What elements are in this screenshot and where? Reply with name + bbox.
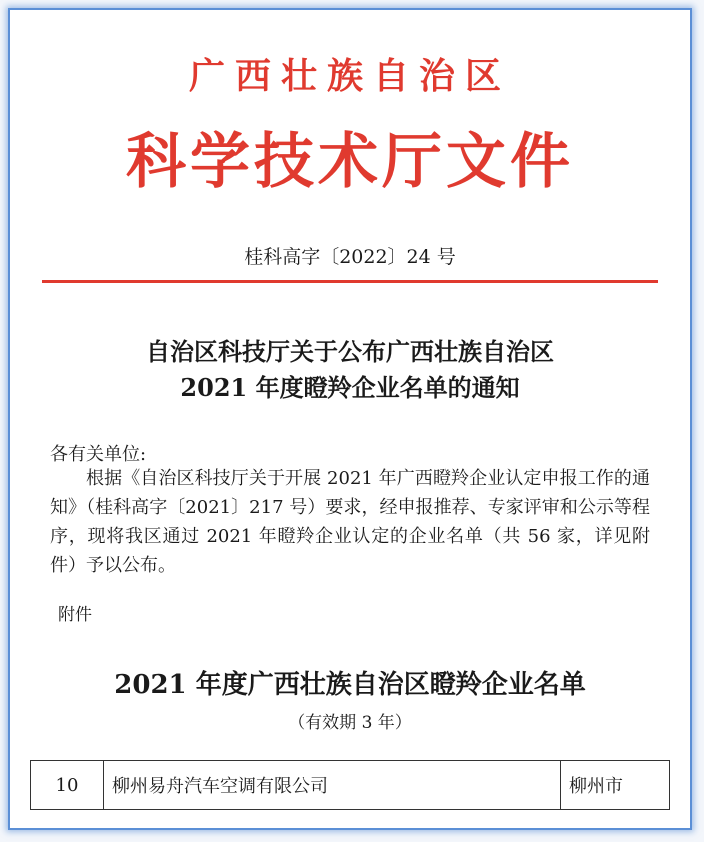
red-divider [42,280,658,283]
attachment-label: 附件 [58,605,92,625]
list-title: 2021 年度广西壮族自治区瞪羚企业名单 [114,670,586,700]
notice-title-line1: 自治区科技厅关于公布广西壮族自治区 [146,337,554,366]
table-row [31,761,670,810]
document-page [8,8,692,830]
company-table [30,760,670,810]
validity-note: （有效期 3 年） [288,713,412,733]
notice-title [10,334,690,406]
salutation: 各有关单位: [50,444,147,465]
document-number: 桂科高字〔2022〕24 号 [244,246,456,268]
notice-body: 根据《自治区科技厅关于开展 2021 年广西瞪羚企业认定申报工作的通知》（桂科高字〔2021〕217 号）要求，经申报推荐、专家评审和公示等程序，现将我区通过 2021 年瞪羚企业认定的企业名单（共 56 家，详见附件）予以公布。 [50,468,650,576]
city: 柳州市 [561,761,670,810]
company-name: 柳州易舟汽车空调有限公司 [104,761,561,810]
notice-title-line2: 2021 年度瞪羚企业名单的通知 [180,373,520,402]
agency-name: 广西壮族自治区 [188,55,511,97]
row-number: 10 [31,761,104,810]
department-title: 科学技术厅文件 [126,127,574,197]
